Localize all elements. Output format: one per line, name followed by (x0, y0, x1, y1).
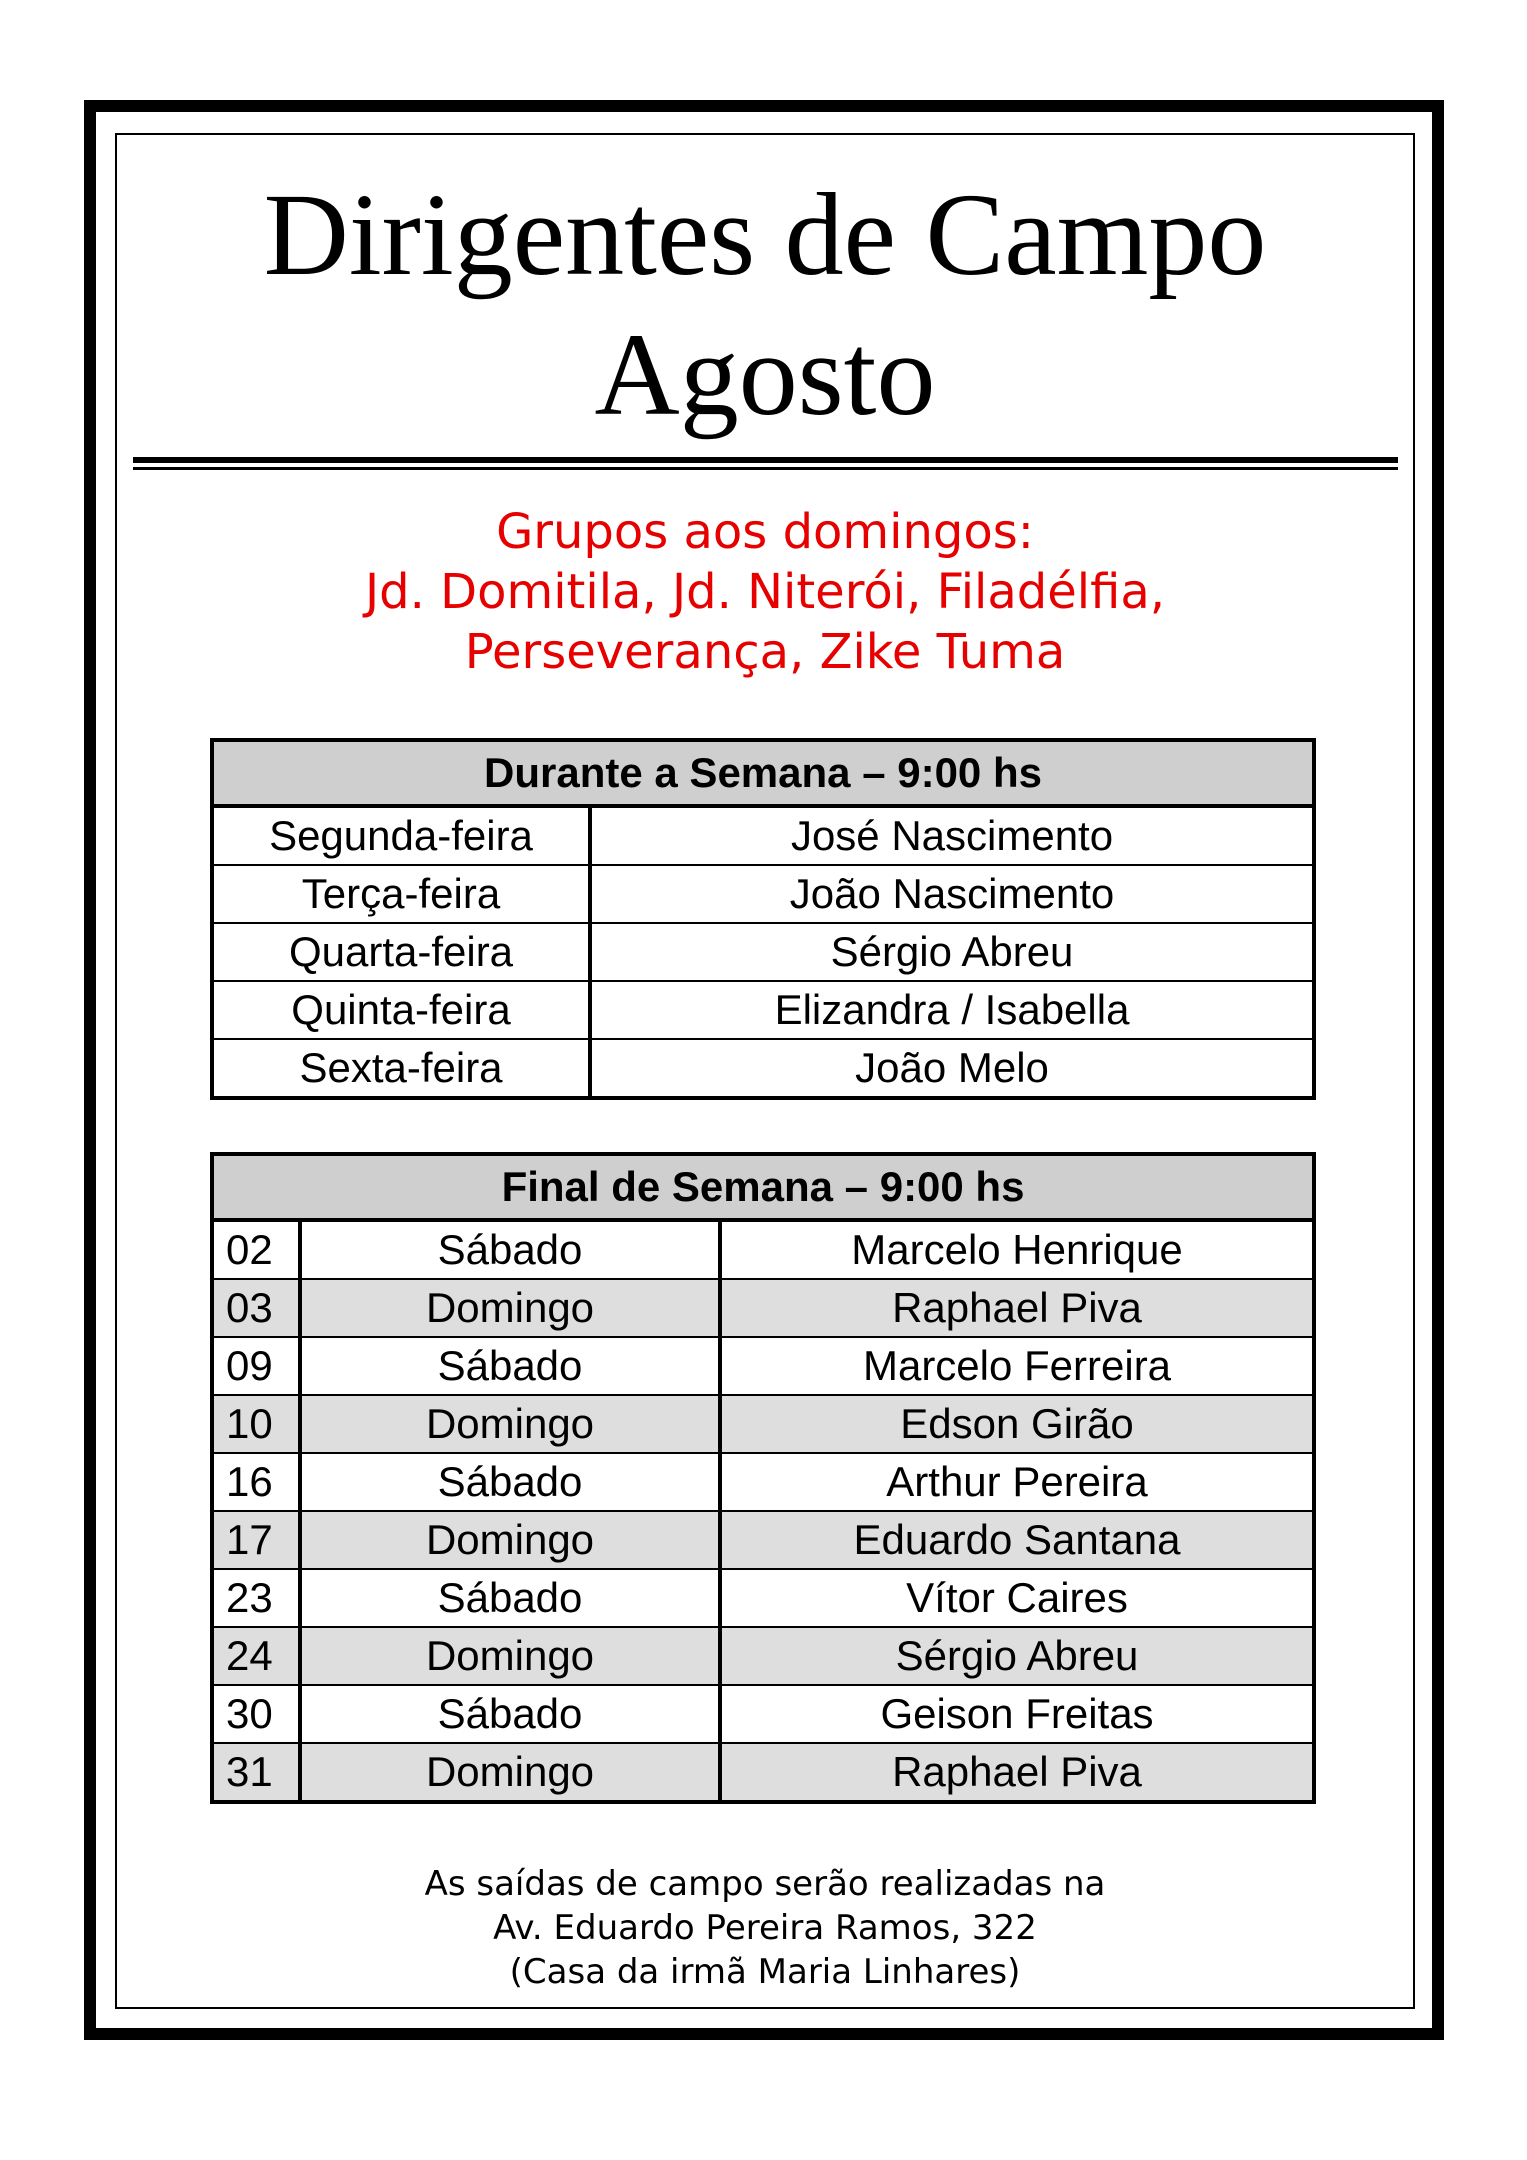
date-cell: 16 (212, 1453, 300, 1511)
meeting-location-note (115, 1862, 1415, 1994)
weekend-table-header: Final de Semana – 9:00 hs (212, 1154, 1314, 1220)
weekday-cell: Sábado (300, 1337, 720, 1395)
date-cell: 23 (212, 1569, 300, 1627)
groups-heading: Grupos aos domingos: (496, 504, 1034, 560)
table-row (212, 1685, 1314, 1743)
weekday-cell: Segunda-feira (212, 806, 590, 865)
weekday-cell: Quarta-feira (212, 923, 590, 981)
leader-name-cell: Marcelo Ferreira (720, 1337, 1314, 1395)
date-cell: 31 (212, 1743, 300, 1802)
leader-name-cell: Edson Girão (720, 1395, 1314, 1453)
table-row (212, 1395, 1314, 1453)
footer-address: Av. Eduardo Pereira Ramos, 322 (493, 1908, 1037, 1948)
leader-name-cell: Elizandra / Isabella (590, 981, 1314, 1039)
table-row (212, 865, 1314, 923)
groups-list-line-1: Jd. Domitila, Jd. Niterói, Filadélfia, (364, 564, 1166, 620)
table-row (212, 1279, 1314, 1337)
leader-name-cell: Eduardo Santana (720, 1511, 1314, 1569)
leader-name-cell: João Nascimento (590, 865, 1314, 923)
footer-host: (Casa da irmã Maria Linhares) (509, 1952, 1021, 1992)
weekend-schedule-table (210, 1152, 1316, 1804)
table-row (212, 1039, 1314, 1098)
weekday-cell: Sábado (300, 1220, 720, 1279)
weekday-cell: Sábado (300, 1453, 720, 1511)
page-title: Dirigentes de Campo (263, 169, 1267, 300)
date-cell: 10 (212, 1395, 300, 1453)
table-row (212, 1627, 1314, 1685)
table-row (212, 923, 1314, 981)
title-divider-thin (133, 467, 1398, 470)
date-cell: 09 (212, 1337, 300, 1395)
table-row (212, 1220, 1314, 1279)
weekday-cell: Domingo (300, 1279, 720, 1337)
page-subtitle-month: Agosto (594, 309, 936, 440)
table-row (212, 1337, 1314, 1395)
weekday-cell: Domingo (300, 1511, 720, 1569)
table-row (212, 806, 1314, 865)
table-row (212, 1569, 1314, 1627)
leader-name-cell: João Melo (590, 1039, 1314, 1098)
sunday-groups-notice (115, 502, 1415, 682)
weekday-cell: Quinta-feira (212, 981, 590, 1039)
leader-name-cell: Arthur Pereira (720, 1453, 1314, 1511)
leader-name-cell: Geison Freitas (720, 1685, 1314, 1743)
leader-name-cell: Raphael Piva (720, 1743, 1314, 1802)
table-row (212, 1743, 1314, 1802)
title-divider-thick (133, 457, 1398, 463)
date-cell: 17 (212, 1511, 300, 1569)
leader-name-cell: Sérgio Abreu (720, 1627, 1314, 1685)
table-header-row (212, 1154, 1314, 1220)
weekday-cell: Domingo (300, 1743, 720, 1802)
date-cell: 02 (212, 1220, 300, 1279)
weekday-cell: Sexta-feira (212, 1039, 590, 1098)
groups-list-line-2: Perseverança, Zike Tuma (464, 624, 1066, 680)
weekday-cell: Domingo (300, 1395, 720, 1453)
weekday-cell: Sábado (300, 1569, 720, 1627)
weekday-cell: Terça-feira (212, 865, 590, 923)
date-cell: 03 (212, 1279, 300, 1337)
weekday-cell: Domingo (300, 1627, 720, 1685)
leader-name-cell: Sérgio Abreu (590, 923, 1314, 981)
leader-name-cell: Raphael Piva (720, 1279, 1314, 1337)
leader-name-cell: José Nascimento (590, 806, 1314, 865)
weekday-table-header: Durante a Semana – 9:00 hs (212, 740, 1314, 806)
table-row (212, 1511, 1314, 1569)
weekday-schedule-table (210, 738, 1316, 1100)
weekday-cell: Sábado (300, 1685, 720, 1743)
table-row (212, 1453, 1314, 1511)
date-cell: 30 (212, 1685, 300, 1743)
leader-name-cell: Marcelo Henrique (720, 1220, 1314, 1279)
date-cell: 24 (212, 1627, 300, 1685)
leader-name-cell: Vítor Caires (720, 1569, 1314, 1627)
footer-line-1: As saídas de campo serão realizadas na (424, 1864, 1106, 1904)
table-row (212, 981, 1314, 1039)
table-header-row (212, 740, 1314, 806)
